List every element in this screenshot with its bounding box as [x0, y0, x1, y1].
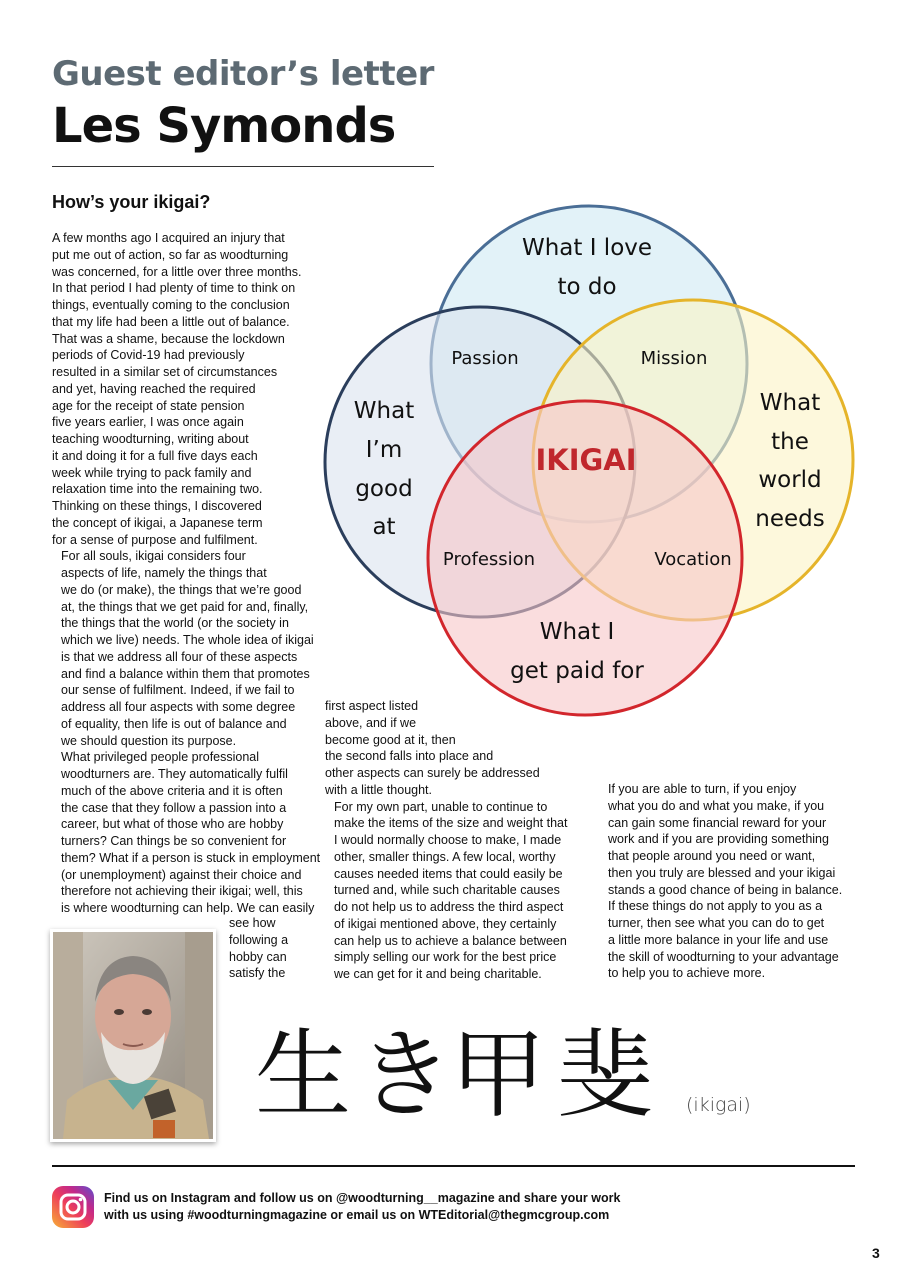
- text-line: causes needed items that could easily be: [334, 866, 563, 881]
- text-line: the skill of woodturning to your advantage: [608, 949, 839, 964]
- text-line: That was a shame, because the lockdown: [52, 331, 285, 346]
- needs-label-line2: the: [771, 429, 809, 455]
- text-line: for a sense of purpose and fulfilment.: [52, 532, 258, 547]
- good-label-line1: What: [353, 398, 415, 424]
- text-line: If you are able to turn, if you enjoy: [608, 782, 797, 796]
- text-line: age for the receipt of state pension: [52, 398, 245, 413]
- vocation-label: Vocation: [654, 549, 732, 570]
- column-3: [599, 781, 861, 982]
- text-line: the things that the world (or the society in: [61, 616, 289, 631]
- text-line: what you do and what you make, if you: [608, 798, 825, 813]
- text-line: of ikigai mentioned above, they certainly: [334, 916, 557, 931]
- text-line: things, eventually coming to the conclusion: [52, 298, 290, 312]
- footer-line-1: Find us on Instagram and follow us on @woodturning__magazine and share your work: [104, 1191, 621, 1205]
- text-line: A few months ago I acquired an injury that: [52, 231, 285, 245]
- text-line: the case that they follow a passion into a: [61, 800, 287, 815]
- kanji-romaji: (ikigai): [686, 1094, 751, 1116]
- text-line: resulted in a similar set of circumstances: [52, 365, 278, 379]
- footer-divider: [52, 1165, 855, 1167]
- header-divider: [52, 166, 434, 167]
- text-line: Thinking on these things, I discovered: [52, 499, 262, 513]
- text-line: turned and, while such charitable causes: [334, 883, 560, 898]
- text-line: we do (or make), the things that we’re good: [61, 582, 302, 597]
- text-line: and yet, having reached the required: [52, 381, 256, 396]
- text-line: our sense of fulfilment. Indeed, if we fail to: [61, 683, 295, 698]
- text-line: address all four aspects with some degree: [61, 700, 296, 714]
- love-label-line2: to do: [557, 274, 617, 300]
- text-line: with a little thought.: [325, 782, 433, 797]
- text-line: For my own part, unable to continue to: [334, 799, 548, 814]
- text-line: What privileged people professional: [61, 750, 260, 765]
- text-line: five years earlier, I was once again: [52, 415, 244, 430]
- text-line: that my life had been a little out of balance.: [52, 314, 290, 329]
- text-line: teaching woodturning, writing about: [52, 432, 249, 446]
- text-line: turner, then see what you can do to get: [608, 916, 825, 930]
- love-label-line1: What I love: [521, 235, 653, 261]
- text-line: at, the things that we get paid for and, finally,: [61, 599, 309, 614]
- text-line: periods of Covid-19 had previously: [52, 348, 245, 363]
- text-line: is where woodturning can help. We can easily: [61, 901, 315, 915]
- column-1-wrap: [229, 915, 319, 982]
- kanji-glyph-3: 甲: [450, 1026, 546, 1121]
- text-line: week while trying to pack family and: [52, 465, 252, 480]
- text-line: is that we address all four of these aspects: [61, 649, 298, 664]
- text-line: which we live) needs. The whole idea of ikigai: [61, 633, 314, 647]
- page-number: 3: [872, 1245, 880, 1261]
- text-line: other aspects can surely be addressed: [325, 766, 540, 780]
- text-line: other, smaller things. A few local, worthy: [334, 849, 556, 864]
- paragraph: [52, 230, 314, 548]
- text-line: For all souls, ikigai considers four: [61, 549, 246, 564]
- text-line: it and doing it for a full five days each: [52, 448, 258, 463]
- paid-label-line2: get paid for: [510, 658, 644, 684]
- profession-label: Profession: [442, 549, 536, 570]
- text-line: see how: [229, 916, 276, 930]
- text-line: therefore not achieving their ikigai; well, this: [61, 884, 303, 899]
- column-1: [52, 230, 321, 917]
- text-line: a little more balance in your life and use: [608, 932, 829, 947]
- author-name: Les Symonds: [52, 98, 396, 154]
- article-subheading: How’s your ikigai?: [52, 192, 211, 212]
- needs-label-line1: What: [759, 390, 821, 416]
- text-line: relaxation time into the remaining two.: [52, 482, 263, 497]
- text-line: stands a good chance of being in balance.: [608, 882, 843, 897]
- text-line: hobby can: [229, 949, 287, 964]
- footer-line-2: with us using #woodturningmagazine or email us on WTEditorial@thegmcgroup.com: [104, 1208, 610, 1222]
- text-line: aspects of life, namely the things that: [61, 566, 267, 580]
- text-line: to help you to achieve more.: [608, 966, 766, 981]
- kanji-glyph-4: 斐: [557, 1026, 653, 1121]
- text-line: them? What if a person is stuck in employment: [61, 850, 321, 865]
- text-line: satisfy the: [229, 966, 286, 981]
- text-line: woodturners are. They automatically fulfil: [61, 767, 288, 781]
- text-line: then you truly are blessed and your ikigai: [608, 865, 836, 880]
- text-line: following a: [229, 932, 289, 947]
- text-line: If these things do not apply to you as a: [608, 899, 823, 914]
- good-label-line4: at: [372, 514, 396, 540]
- ikigai-center-label: IKIGAI: [535, 443, 637, 477]
- text-line: do not help us to address the third aspect: [334, 900, 564, 914]
- author-photo: [50, 929, 216, 1142]
- ikigai-venn-diagram: [318, 198, 858, 723]
- text-line: can gain some financial reward for your: [608, 815, 827, 830]
- text-line: and find a balance within them that promotes: [61, 666, 310, 681]
- text-line: I would normally choose to make, I made: [334, 833, 562, 847]
- text-line: much of the above criteria and it is often: [61, 783, 283, 798]
- paragraph: [325, 799, 587, 983]
- needs-label-line4: needs: [755, 506, 825, 532]
- text-line: become good at it, then: [325, 732, 456, 747]
- paid-label-line1: What I: [539, 619, 615, 645]
- section-kicker: Guest editor’s letter: [52, 54, 434, 94]
- text-line: career, but what of those who are hobby: [61, 817, 284, 832]
- footer-text: [104, 1190, 620, 1224]
- text-line: turners? Can things be so convenient for: [61, 834, 287, 848]
- good-label-line3: good: [355, 476, 413, 502]
- text-line: simply selling our work for the best price: [334, 950, 557, 965]
- text-line: above, and if we: [325, 715, 417, 730]
- needs-label-line3: world: [758, 467, 822, 493]
- text-line: make the items of the size and weight that: [334, 816, 568, 831]
- instagram-icon[interactable]: [52, 1186, 94, 1228]
- text-line: of equality, then life is out of balance and: [61, 716, 287, 731]
- kanji-glyph-2: き: [357, 1026, 453, 1121]
- mission-label: Mission: [640, 348, 708, 369]
- text-line: that people around you need or want,: [608, 849, 816, 863]
- paragraph: [599, 781, 861, 982]
- text-line: first aspect listed: [325, 699, 419, 713]
- text-line: In that period I had plenty of time to think on: [52, 281, 296, 296]
- ikigai-kanji: [255, 1026, 655, 1121]
- kanji-glyph-1: 生: [255, 1026, 351, 1121]
- text-line: can help us to achieve a balance between: [334, 933, 567, 948]
- column-2: [325, 698, 587, 983]
- text-line: (or unemployment) against their choice and: [61, 867, 302, 882]
- text-line: the second falls into place and: [325, 749, 494, 764]
- text-line: work and if you are providing something: [608, 832, 829, 847]
- text-line: we can get for it and being charitable.: [334, 967, 542, 981]
- text-line: we should question its purpose.: [61, 733, 237, 748]
- paragraph: [52, 548, 314, 749]
- passion-label: Passion: [451, 348, 519, 369]
- good-label-line2: I’m: [365, 437, 403, 463]
- text-line: was concerned, for a little over three months.: [52, 264, 302, 279]
- paragraph: [52, 749, 321, 917]
- text-line: put me out of action, so far as woodturning: [52, 247, 289, 262]
- text-line: the concept of ikigai, a Japanese term: [52, 515, 263, 530]
